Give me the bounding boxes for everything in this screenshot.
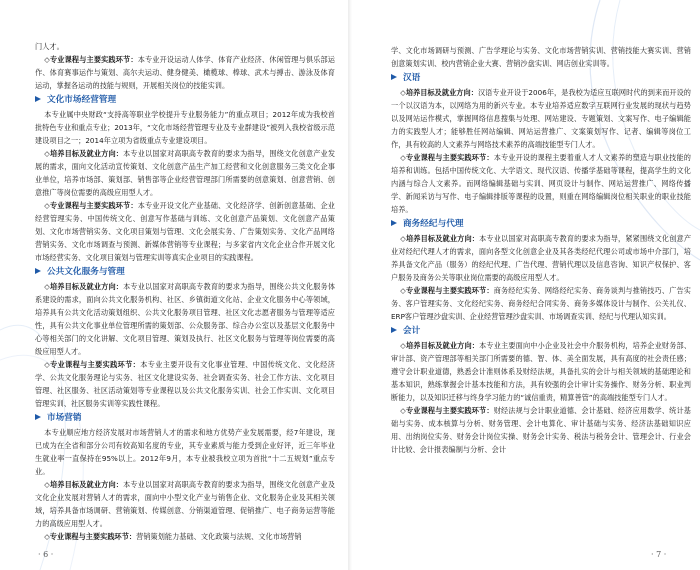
paragraph-text: 本专业以国家对高职高专教育的要求为指导，围绕文化创意产业及文化企业发展对营销人才的需求，面向中小型文化产业与销售企业、文化服务企业及其相关领域，培养具备市场调研、营销策划、传媒创意、分销渠道管理、促销推广、电子商务运营等能力的高级应用型人才。	[35, 480, 336, 528]
triangle-bullet-icon	[35, 96, 41, 102]
section-tag: ◇培养目标及就业方向：	[400, 234, 480, 243]
section-tag: ◇专业课程与主要实践环节：	[400, 286, 494, 295]
paragraph: 门人才。	[35, 42, 64, 51]
paragraph-text: 本专业以国家对高职高专教育的要求为指导，紧紧围绕文化创意产业对经纪代理人才的需求，面向各型文化创意企业及其各类经纪代理公司或市场中介部门，培养具备文化产品（服务）的经纪代理、广告代理、营销代理以及信息咨询、知识产权保护、客户服务及商务公关等职业岗位需要的高级应用型人才。	[391, 234, 692, 282]
paragraph	[35, 530, 335, 543]
triangle-bullet-icon	[35, 414, 41, 420]
heading-text: 公共文化服务与管理	[47, 267, 125, 277]
paragraph-text: 本专业以国家对高职高专教育的要求为指导，围绕公共文化服务体系建设的需求，面向公共文化服务机构、社区、乡镇街道文化站、企业文化服务中心等领域，培养具有公共文化活动策划组织、公共文化服务项目管理、社区文化志愿者服务与管理等适应性，具有公共文化事业单位管理所需的策划部、公众服务部、综合办公室以及基层文化服务中心等相关部门的文化讲解、文化项目管理、策划及执行、社区文化服务与管理等岗位需要的高级应用型人才。	[35, 282, 336, 356]
paragraph-text: 财经法规与会计职业道德、会计基础、经济应用数学、统计基础与实务、成本核算与分析、财务管理、会计电算化、审计基础与实务、经济法基础知识应用、出纳岗位实务、财务会计岗位实操、财务会计实务、税法与税务会计、管理会计、行业会计比较、会计报表编制与分析、会计	[391, 406, 691, 454]
section-heading	[391, 324, 691, 339]
paragraph	[35, 280, 335, 358]
paragraph	[35, 199, 335, 264]
section-heading	[35, 411, 335, 426]
paragraph	[35, 53, 335, 92]
section-tag: ◇专业课程与主要实践环节：	[400, 406, 494, 415]
triangle-bullet-icon	[391, 220, 397, 226]
paragraph	[35, 147, 335, 199]
paragraph-text: 商务经纪实务、网络经纪实务、商务谈判与推销技巧、广告实务、客户管理实务、文化经纪实务、商务经纪合同实务、商务多媒体设计与制作、公关礼仪、ERP客户管理沙盘实训、企业经营管理沙盘实训、市场调查实训、经纪与代理认知实训。	[391, 286, 691, 321]
section-tag: ◇专业课程与主要实践环节：	[400, 153, 494, 162]
paragraph-text: 本专业开设文化产业基础、文化经济学、创新创意基础、企业经营管理实务、中国传统文化、创意写作基础与训练、文化创意产品策划、文化创意产品策划、文化市场营销实务、文化项目策划与管理、文化会展实务、广告策划实务、文化产品网络营销实务、文化市场调查与预测、新媒体营销等专业课程；与多家省内文化企业合作开展文化市场经营实务、文化项目策划与管理实训等真实企业项目的实践课程。	[35, 201, 335, 262]
section-tag: ◇专业课程与主要实践环节：	[44, 532, 137, 541]
heading-text: 会计	[403, 326, 421, 336]
triangle-bullet-icon	[391, 327, 397, 333]
section-tag: ◇培养目标及就业方向：	[400, 341, 480, 350]
page-number-left: · 6 ·	[38, 550, 54, 559]
section-tag: ◇培养目标及就业方向：	[44, 149, 124, 158]
paragraph	[391, 404, 691, 456]
left-page-column	[35, 40, 335, 543]
paragraph-text: 本专业主要开设有文化事业管理、中国传统文化、文化经济学、公共文化服务理论与实务、社区文化建设实务、社会调查实务、社会工作方法、文化项目管理、社区服务、社区活动策划等专业课程以及公共文化服务实训、社会工作实训、文化项目管理实训、社区服务实训等实践性课程。	[35, 360, 335, 408]
heading-text: 文化市场经营管理	[47, 95, 117, 105]
section-tag: ◇培养目标及就业方向：	[44, 480, 124, 489]
paragraph	[391, 86, 691, 151]
section-tag: ◇培养目标及就业方向：	[44, 282, 124, 291]
section-heading	[391, 71, 691, 86]
triangle-bullet-icon	[391, 74, 397, 80]
book-gutter	[348, 0, 352, 570]
heading-text: 市场营销	[47, 413, 82, 423]
paragraph: 本专业属中央财政“支持高等职业学校提升专业服务能力”的重点项目；2012年成为我校首批特色专业和重点专业；2013年，“文化市场经营管理专业及专业群建设”被列入我校省级示范建设项目之一；2014年立项为省级重点专业建设项目。	[35, 110, 335, 145]
paragraph: 学、文化市场调研与预测、广告学理论与实务、文化市场营销实训、营销技能大赛实训、营销创意策划实训、校内营销企业大赛、营销沙盘实训、网店创业实训等。	[391, 46, 691, 68]
section-tag: ◇培养目标及就业方向：	[400, 88, 478, 97]
paragraph	[35, 358, 335, 410]
paragraph: 本专业顺应地方经济发展对市场营销人才的需求和地方优势产业发展需要，经7年建设，现已成为在全省和部分公司有较高知名度的专业，其专业素质与能力受到企业好评，近三年毕业生就业率一直保持在95%以上。2012年9月，本专业被我校立项为首批“十二五规划”重点专业。	[35, 428, 335, 476]
right-page-column	[391, 44, 691, 456]
paragraph	[35, 478, 335, 530]
paragraph-text: 本专业以国家对高职高专教育的要求为指导，围绕文化创意产业发展的需求，面向文化活动宣传策划、文化创意产品生产加工经营和文化创意服务三类文化企事业单位，培养市场部、策划部、销售部等企业经营管理部门所需要的创意策划、创意营销、创意推广等岗位需要的高级应用型人才。	[35, 149, 336, 197]
paragraph-text: 本专业主要面向中小企业及社会中介服务机构，培养企业财务部、审计部、资产管理部等相关部门所需要的德、智、体、美全面发展，具有高度的社会责任感；遵守会计职业道德，熟悉会计准则体系及财经法规，具备扎实的会计与相关领域的基础理论和基本知识，熟练掌握会计基本技能和方法，具有较强的会计审计实务操作、财务分析、职业判断能力，以及知识迁移与终身学习能力的“诚信重责，精算善管”的高端技能型专门人才。	[391, 341, 692, 402]
paragraph	[391, 151, 691, 216]
section-heading	[391, 217, 691, 232]
section-tag: ◇专业课程与主要实践环节：	[44, 55, 138, 64]
heading-text: 汉语	[403, 73, 421, 83]
paragraph	[391, 232, 691, 284]
paragraph-text: 本专业开设运动人体学、体育产业经济、休闲管理与俱乐部运作、体育赛事运作与策划、高尔夫运动、健身健美、橄榄球、棒球、武术与搏击、游泳及体育运动，掌握各运动的技能与规则，开展相关岗位的技能实训。	[35, 55, 335, 90]
section-heading	[35, 265, 335, 280]
paragraph	[391, 284, 691, 323]
section-tag: ◇专业课程与主要实践环节：	[44, 360, 141, 369]
heading-text: 商务经纪与代理	[403, 219, 464, 229]
paragraph-text: 营销策划能力基础、文化政策与法规、文化市场营销	[136, 532, 302, 541]
paragraph	[391, 339, 691, 404]
section-heading	[35, 93, 335, 108]
page-number-right: · 7 ·	[651, 550, 667, 559]
section-tag: ◇专业课程与主要实践环节：	[44, 201, 138, 210]
triangle-bullet-icon	[35, 268, 41, 274]
paragraph-text: 本专业开设的课程主要着重人才人文素养的塑造与职业技能的培养和训练。包括中国传统文化、大学语文、现代汉语、传播学基础等课程，提高学生的文化内涵与综合人文素养。而网络编辑基础与实训、网页设计与制作、网站运营推广、网络传播学、新闻采访与写作、电子编辑排版等课程的设置，则重在网络编辑岗位相关职业的职业技能培养。	[391, 153, 691, 214]
paragraph-text: 汉语专业开设于2006年，是我校为适应互联网时代的到来而开设的一个以汉语为本，以网络为用的新兴专业。本专业培养适应数字互联网行业发展的现状与趋势以及网站运作模式，掌握网络信息搜集与处理、网站建设、专题策划、文案写作、电子编辑能力的实践型人才；能够胜任网站编辑、网站运营推广、文案策划写作、记者、编辑等岗位工作，具有较高的人文素养与网络技术素养的高端技能型专门人才。	[391, 88, 691, 149]
